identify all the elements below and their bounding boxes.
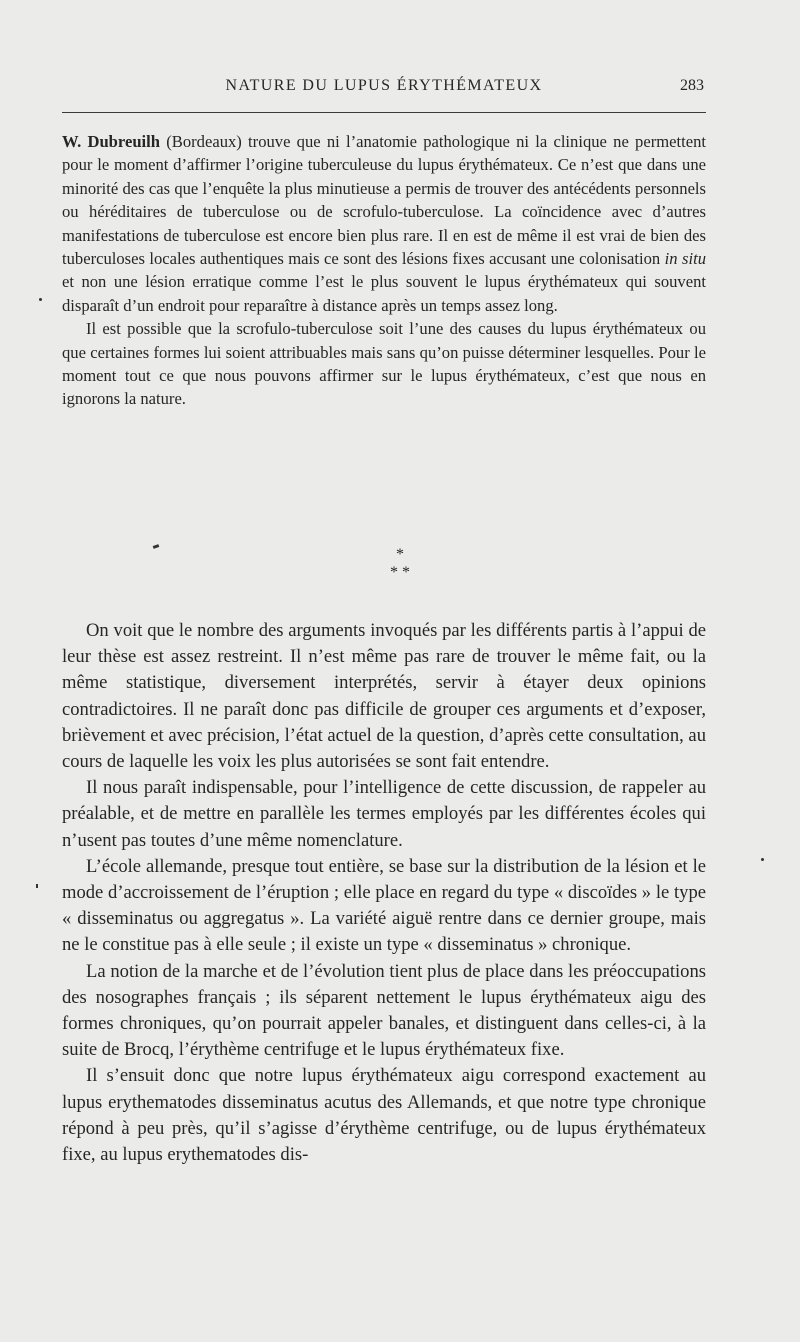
paragraph-dubreuilh bbox=[62, 130, 706, 317]
paragraph-correspondence: Il s’ensuit donc que notre lupus érythémateux aigu correspond exactement au lupus erythematodes disseminatus acutus des Allemands, et que notre type chronique répond à peu près, qu’il s’agisse d’érythème centrifuge, ou de lupus érythémateux fixe, au lupus erythematodes dis- bbox=[62, 1065, 706, 1166]
paragraph-conclusion: Il est possible que la scrofulo-tuberculose soit l’une des causes du lupus érythémateux ou que certaines formes lui soient attribuables mais sans qu’on puisse déterminer lesquelles. Pour le moment tout ce que nous pouvons affirmer sur le lupus érythémateux, c’est que nous en ignorons la nature. bbox=[62, 319, 706, 409]
author-name: W. Dubreuilh bbox=[62, 132, 161, 151]
quoted-section bbox=[62, 130, 706, 411]
paragraph-text: (Bordeaux) trouve que ni l’anatomie pathologique ni la clinique ne permettent pour le moment d’affirmer l’origine tuberculeuse du lupus érythémateux. Ce n’est que dans une minorité des cas que l’enquête la plus minutieuse a permis de trouver des antécédents personnels ou héréditaires de tuberculose ou de scrofulo-tuberculose. La coïncidence avec d’autres manifestations de tuberculose est encore bien plus rare. Il en est de même il est vrai de bien des tuberculoses locales authentiques mais ce sont des lésions fixes accusant une colonisation bbox=[62, 132, 706, 269]
paragraph-nomenclature: Il nous paraît indispensable, pour l’intelligence de cette discussion, de rappeler au préalable, et de mettre en parallèle les termes employés par les différentes écoles qui n’usent pas toutes d’une même nomenclature. bbox=[62, 777, 706, 851]
running-title: NATURE DU LUPUS ÉRYTHÉMATEUX bbox=[225, 77, 543, 94]
running-header bbox=[62, 72, 706, 113]
section-separator bbox=[0, 546, 800, 582]
paragraph-german-school: L’école allemande, presque tout entière, se base sur la distribution de la lésion et le mode d’accroissement de l’éruption ; elle place en regard du type « discoïdes » le type « disseminatus ou aggregatus ». La variété aiguë rentre dans ce dernier groupe, mais ne le constitue pas à elle seule ; il existe un type « disseminatus » chronique. bbox=[62, 855, 706, 956]
italic-phrase: in situ bbox=[664, 249, 707, 269]
print-speck bbox=[39, 298, 42, 301]
separator-stars-bottom: * * bbox=[390, 564, 410, 581]
page-number: 283 bbox=[680, 77, 704, 94]
paragraph-text-end: et non une lésion erratique comme l’est le plus souvent le lupus érythémateux qui souvent disparaît d’un endroit pour reparaître à distance après un temps assez long. bbox=[62, 272, 706, 315]
main-section bbox=[62, 618, 706, 1168]
paragraph-arguments: On voit que le nombre des arguments invoqués par les différents partis à l’appui de leur thèse est assez restreint. Il n’est même pas rare de trouver le même fait, ou la même statistique, diversement interprétés, servir à étayer deux opinions contradictoires. Il ne paraît donc pas difficile de grouper ces arguments et d’exposer, brièvement et avec précision, l’état actuel de la question, d’après cette consultation, au cours de laquelle les voix les plus autorisées se sont fait entendre. bbox=[62, 620, 706, 773]
paragraph-french-school: La notion de la marche et de l’évolution tient plus de place dans les préoccupations des nosographes français ; ils séparent nettement le lupus érythémateux aigu des formes chroniques, qu’on pourrait appeler banales, et distinguent dans celles-ci, à la suite de Brocq, l’érythème centrifuge et le lupus érythémateux fixe. bbox=[62, 960, 706, 1061]
print-speck bbox=[36, 884, 38, 888]
print-speck bbox=[761, 858, 764, 861]
separator-star-top: * bbox=[396, 546, 404, 563]
